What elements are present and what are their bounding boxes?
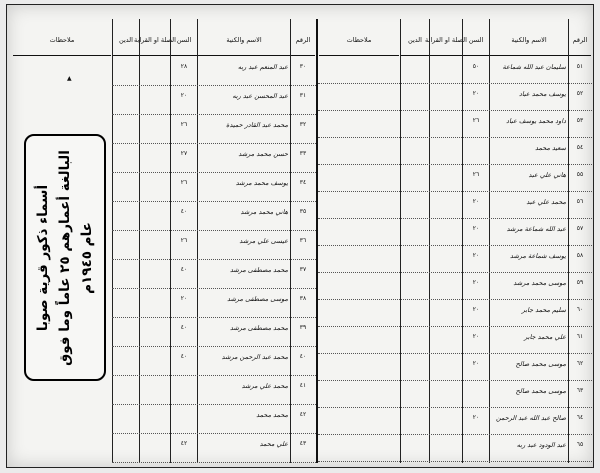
row-number: ٥٩ <box>576 279 584 286</box>
person-age: ٢٠ <box>472 225 480 232</box>
row-rule <box>112 85 316 87</box>
person-name: محمد مصطفى مرشد <box>229 266 288 274</box>
person-age: ٢٦ <box>180 179 188 186</box>
person-name: عبد الله شماعة مرشد <box>506 225 566 233</box>
row-rule <box>318 245 592 247</box>
column-rule <box>462 19 463 463</box>
person-name: علي محمد <box>259 440 288 448</box>
person-age: ٢٠ <box>472 279 480 286</box>
header-number-left: الرقم <box>291 25 315 56</box>
row-rule <box>112 288 316 290</box>
person-name: سليم محمد جابر <box>521 306 566 314</box>
person-name: هاني محمد مرشد <box>240 208 288 216</box>
row-number: ٣٢ <box>299 121 307 128</box>
row-rule <box>318 137 592 139</box>
header-number-right: الرقم <box>569 25 591 56</box>
person-age: ٢٦ <box>472 117 480 124</box>
person-age: ٢٠ <box>180 92 188 99</box>
person-name: موسى محمد صالح <box>515 360 566 368</box>
row-rule <box>112 143 316 145</box>
row-number: ٣٨ <box>299 295 307 302</box>
row-number: ٤١ <box>299 382 307 389</box>
person-age: ٢٠ <box>472 198 480 205</box>
row-number: ٥٦ <box>576 198 584 205</box>
person-name: يوسف شماعة مرشد <box>510 252 566 260</box>
person-name: عبد الودود عبد ربه <box>516 441 566 449</box>
person-name: عبد المنعم عبد ربه <box>237 63 288 71</box>
title-stamp <box>24 134 106 381</box>
person-name: عبد المحسن عبد ربه <box>232 92 288 100</box>
row-number: ٤٣ <box>299 440 307 447</box>
person-name: محمد علي مرشد <box>241 382 288 390</box>
person-age: ٢٠ <box>472 306 480 313</box>
person-name: محمد عبد القادر حميدة <box>226 121 288 129</box>
row-rule <box>112 201 316 203</box>
person-name: موسى محمد صالح <box>515 387 566 395</box>
person-name: يوسف محمد عباد <box>518 90 566 98</box>
row-rule <box>112 375 316 377</box>
header-age-left: السن <box>171 25 197 56</box>
header-age-right: السن <box>463 25 489 56</box>
row-rule <box>318 218 592 220</box>
row-rule <box>112 404 316 406</box>
row-rule <box>318 407 592 409</box>
person-name: سعيد محمد <box>535 144 566 152</box>
row-rule <box>112 433 316 435</box>
row-rule <box>318 353 592 355</box>
row-number: ٣٩ <box>299 324 307 331</box>
person-age: ٢٨ <box>180 63 188 70</box>
row-number: ٤٢ <box>299 411 307 418</box>
row-rule <box>112 317 316 319</box>
person-age: ٤٠ <box>180 208 188 215</box>
person-age: ٢٠ <box>472 90 480 97</box>
row-number: ٦١ <box>576 333 584 340</box>
row-rule <box>318 83 592 85</box>
person-age: ٥٠ <box>472 63 480 70</box>
person-age: ٢٧ <box>180 150 188 157</box>
row-rule <box>112 346 316 348</box>
row-rule <box>318 272 592 274</box>
row-rule <box>112 172 316 174</box>
header-religion-left: الدين <box>113 25 139 56</box>
column-rule <box>429 19 430 463</box>
column-rule <box>568 19 569 463</box>
person-age: ٢٠ <box>472 333 480 340</box>
person-age: ٤٢ <box>180 440 188 447</box>
row-number: ٣١ <box>299 92 307 99</box>
person-age: ٢٦ <box>180 237 188 244</box>
row-number: ٦٥ <box>576 441 584 448</box>
person-name: يوسف محمد مرشد <box>235 179 288 187</box>
header-remarks-right: ملاحظات <box>319 25 399 56</box>
row-number: ٣٤ <box>299 179 307 186</box>
row-number: ٤٠ <box>299 353 307 360</box>
row-rule <box>318 164 592 166</box>
person-name: سليمان عبد الله شماعة <box>502 63 566 71</box>
row-rule <box>318 380 592 382</box>
column-rule <box>400 19 401 463</box>
row-rule <box>318 326 592 328</box>
person-name: حسن محمد مرشد <box>238 150 288 158</box>
table-divider <box>316 19 318 463</box>
person-name: علي محمد جابر <box>524 333 566 341</box>
row-rule <box>318 299 592 301</box>
row-number: ٦٤ <box>576 414 584 421</box>
header-name-right: الاسم والكنية <box>490 25 568 56</box>
row-rule <box>112 462 316 464</box>
header-religion-right: الدين <box>401 25 429 56</box>
row-number: ٣٦ <box>299 237 307 244</box>
person-name: هاني علي عبد <box>528 171 566 179</box>
person-name: صالح عبد الله عبد الرحمن <box>496 414 566 422</box>
stamp-line-2: البالغة أعمارهم ٢٥ عاماً وما فوق <box>57 149 73 366</box>
row-number: ٥٤ <box>576 144 584 151</box>
person-age: ٤٠ <box>180 266 188 273</box>
row-rule <box>318 191 592 193</box>
person-name: محمد محمد <box>256 411 288 419</box>
row-rule <box>318 461 592 463</box>
person-name: داود محمد يوسف عباد <box>506 117 566 125</box>
row-number: ٥١ <box>576 63 584 70</box>
corner-mark: ▲ <box>67 75 72 82</box>
row-rule <box>318 434 592 436</box>
stamp-line-1: أسماء ذكور قرية صوبا <box>35 184 51 331</box>
person-name: محمد مصطفى مرشد <box>229 324 288 332</box>
row-number: ٥٧ <box>576 225 584 232</box>
person-age: ٤٠ <box>180 324 188 331</box>
row-number: ٥٢ <box>576 90 584 97</box>
person-name: محمد عبد الرحمن مرشد <box>221 353 288 361</box>
row-number: ٣٠ <box>299 63 307 70</box>
row-rule <box>112 259 316 261</box>
row-rule <box>112 230 316 232</box>
header-kinship-left: الصلة او القرابة <box>140 25 170 56</box>
person-age: ٢٠ <box>472 252 480 259</box>
header-name-left: الاسم والكنية <box>198 25 290 56</box>
row-number: ٣٥ <box>299 208 307 215</box>
column-rule <box>489 19 490 463</box>
header-remarks-left: ملاحظات <box>13 25 111 56</box>
row-number: ٣٧ <box>299 266 307 273</box>
row-number: ٣٣ <box>299 150 307 157</box>
row-rule <box>112 114 316 116</box>
person-name: محمد علي عبد <box>526 198 566 206</box>
person-age: ٢٦ <box>180 121 188 128</box>
stamp-line-3: عام ١٩٤٥م <box>79 221 95 294</box>
person-age: ٢٦ <box>472 171 480 178</box>
person-name: عيسى علي مرشد <box>239 237 288 245</box>
row-number: ٦٢ <box>576 360 584 367</box>
person-age: ٢٠ <box>180 295 188 302</box>
person-age: ٢٠ <box>472 360 480 367</box>
row-number: ٥٨ <box>576 252 584 259</box>
person-name: موسى محمد مرشد <box>513 279 566 287</box>
header-kinship-right: الصلة او القرابة <box>430 25 462 56</box>
row-number: ٦٣ <box>576 387 584 394</box>
row-rule <box>318 110 592 112</box>
row-number: ٦٠ <box>576 306 584 313</box>
person-name: موسى مصطفى مرشد <box>227 295 288 303</box>
person-age: ٤٠ <box>180 353 188 360</box>
person-age: ٢٠ <box>472 414 480 421</box>
row-number: ٥٣ <box>576 117 584 124</box>
stamp-text <box>32 143 98 373</box>
row-number: ٥٥ <box>576 171 584 178</box>
